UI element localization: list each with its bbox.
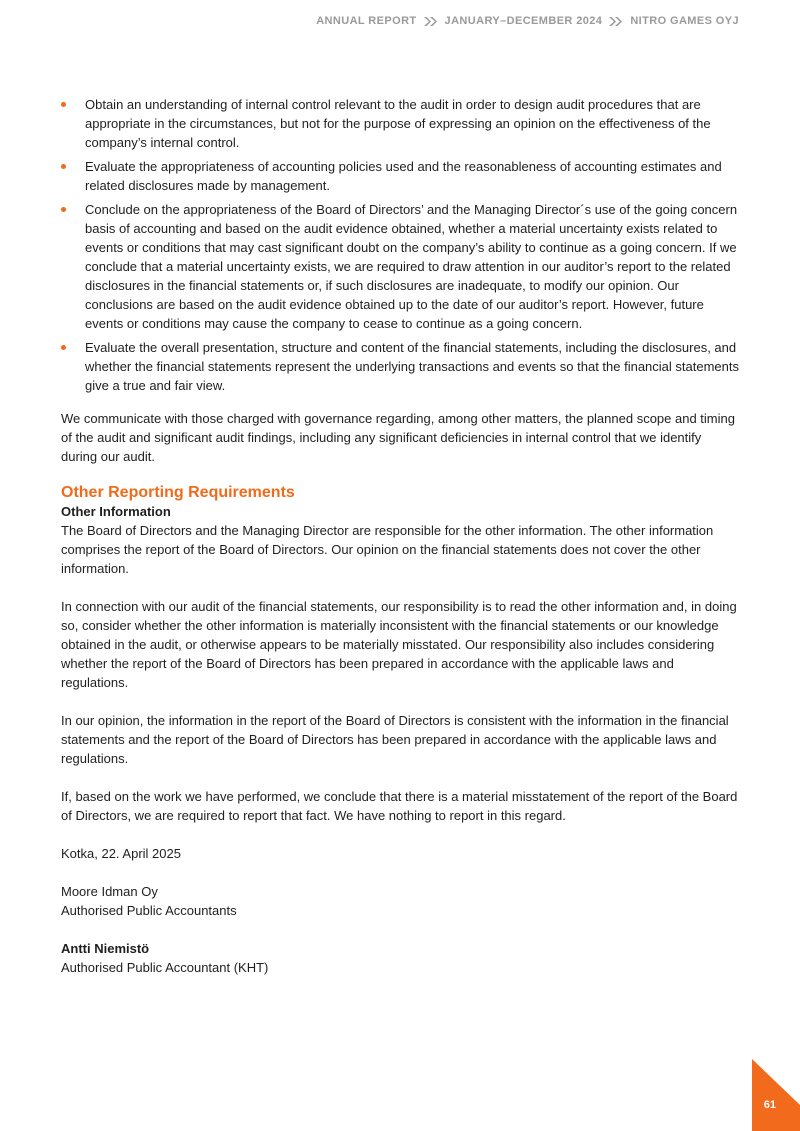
bullet-list — [61, 95, 741, 395]
section-subtitle: Other Information — [61, 504, 171, 519]
firm-name: Moore Idman Oy — [61, 884, 158, 899]
corner-tab-icon — [752, 1059, 800, 1131]
governance-paragraph: We communicate with those charged with governance regarding, among other matters, the planned scope and timing of the audit and significant audit findings, including any significant deficiencies in internal control that we identify during our audit. — [61, 411, 735, 464]
header-report-label: ANNUAL REPORT — [316, 15, 417, 27]
bullet-dot-icon — [61, 345, 66, 350]
bullet-text: Evaluate the overall presentation, structure and content of the financial statements, including the disclosures, and whether the financial statements represent the underlying transactions and events so that the financial statements give a true and fair view. — [85, 340, 739, 393]
list-item — [61, 200, 741, 333]
list-item — [61, 95, 741, 152]
place-date: Kotka, 22. April 2025 — [61, 846, 181, 861]
bullet-text: Obtain an understanding of internal control relevant to the audit in order to design audit procedures that are appropriate in the circumstances, but not for the purpose of expressing an opinion on the effectiveness of the company’s internal control. — [85, 97, 711, 150]
other-info-paragraph-4: If, based on the work we have performed, we conclude that there is a material misstatement of the report of the Board of Directors, we are required to report that fact. We have nothing to report in this regard. — [61, 789, 738, 823]
section-title: Other Reporting Requirements — [61, 484, 295, 501]
signatory-title: Authorised Public Accountant (KHT) — [61, 960, 269, 975]
running-header — [316, 15, 739, 27]
page-content — [61, 95, 741, 977]
bullet-text: Conclude on the appropriateness of the Board of Directors’ and the Managing Director´s use of the going concern basis of accounting and based on the audit evidence obtained, whether a material uncertainty exists related to events or conditions that may cast significant doubt on the company’s ability to continue as a going concern. If we conclude that a material uncertainty exists, we are required to draw attention in our auditor’s report to the related disclosures in the financial statements or, if such disclosures are inadequate, to modify our opinion. Our conclusions are based on the audit evidence obtained up to the date of our auditor’s report. However, future events or conditions may cause the company to cease to continue as a going concern. — [85, 202, 738, 331]
firm-title: Authorised Public Accountants — [61, 903, 237, 918]
other-info-paragraph-1: The Board of Directors and the Managing Director are responsible for the other information. The other information comprises the report of the Board of Directors. Our opinion on the financial statements does not cover the other information. — [61, 523, 714, 576]
header-period-label: JANUARY–DECEMBER 2024 — [444, 15, 603, 27]
list-item — [61, 338, 741, 395]
double-chevron-icon — [423, 16, 439, 27]
signatory-name: Antti Niemistö — [61, 941, 150, 956]
bullet-dot-icon — [61, 164, 66, 169]
header-company-label: NITRO GAMES OYJ — [630, 15, 739, 27]
other-info-paragraph-3: In our opinion, the information in the report of the Board of Directors is consistent with the information in the financial statements and the report of the Board of Directors has been prepared in accordance with the applicable laws and regulations. — [61, 713, 729, 766]
other-info-paragraph-2: In connection with our audit of the financial statements, our responsibility is to read the other information and, in doing so, consider whether the other information is materially inconsistent with the financial statements or our knowledge obtained in the audit, or otherwise appears to be materially misstated. Our responsibility also includes considering whether the report of the Board of Directors has been prepared in accordance with the applicable laws and regulations. — [61, 599, 737, 690]
bullet-dot-icon — [61, 207, 66, 212]
list-item — [61, 157, 741, 195]
double-chevron-icon — [608, 16, 624, 27]
bullet-dot-icon — [61, 102, 66, 107]
bullet-text: Evaluate the appropriateness of accounting policies used and the reasonableness of accounting estimates and related disclosures made by management. — [85, 159, 722, 193]
page-number: 61 — [763, 1099, 776, 1111]
